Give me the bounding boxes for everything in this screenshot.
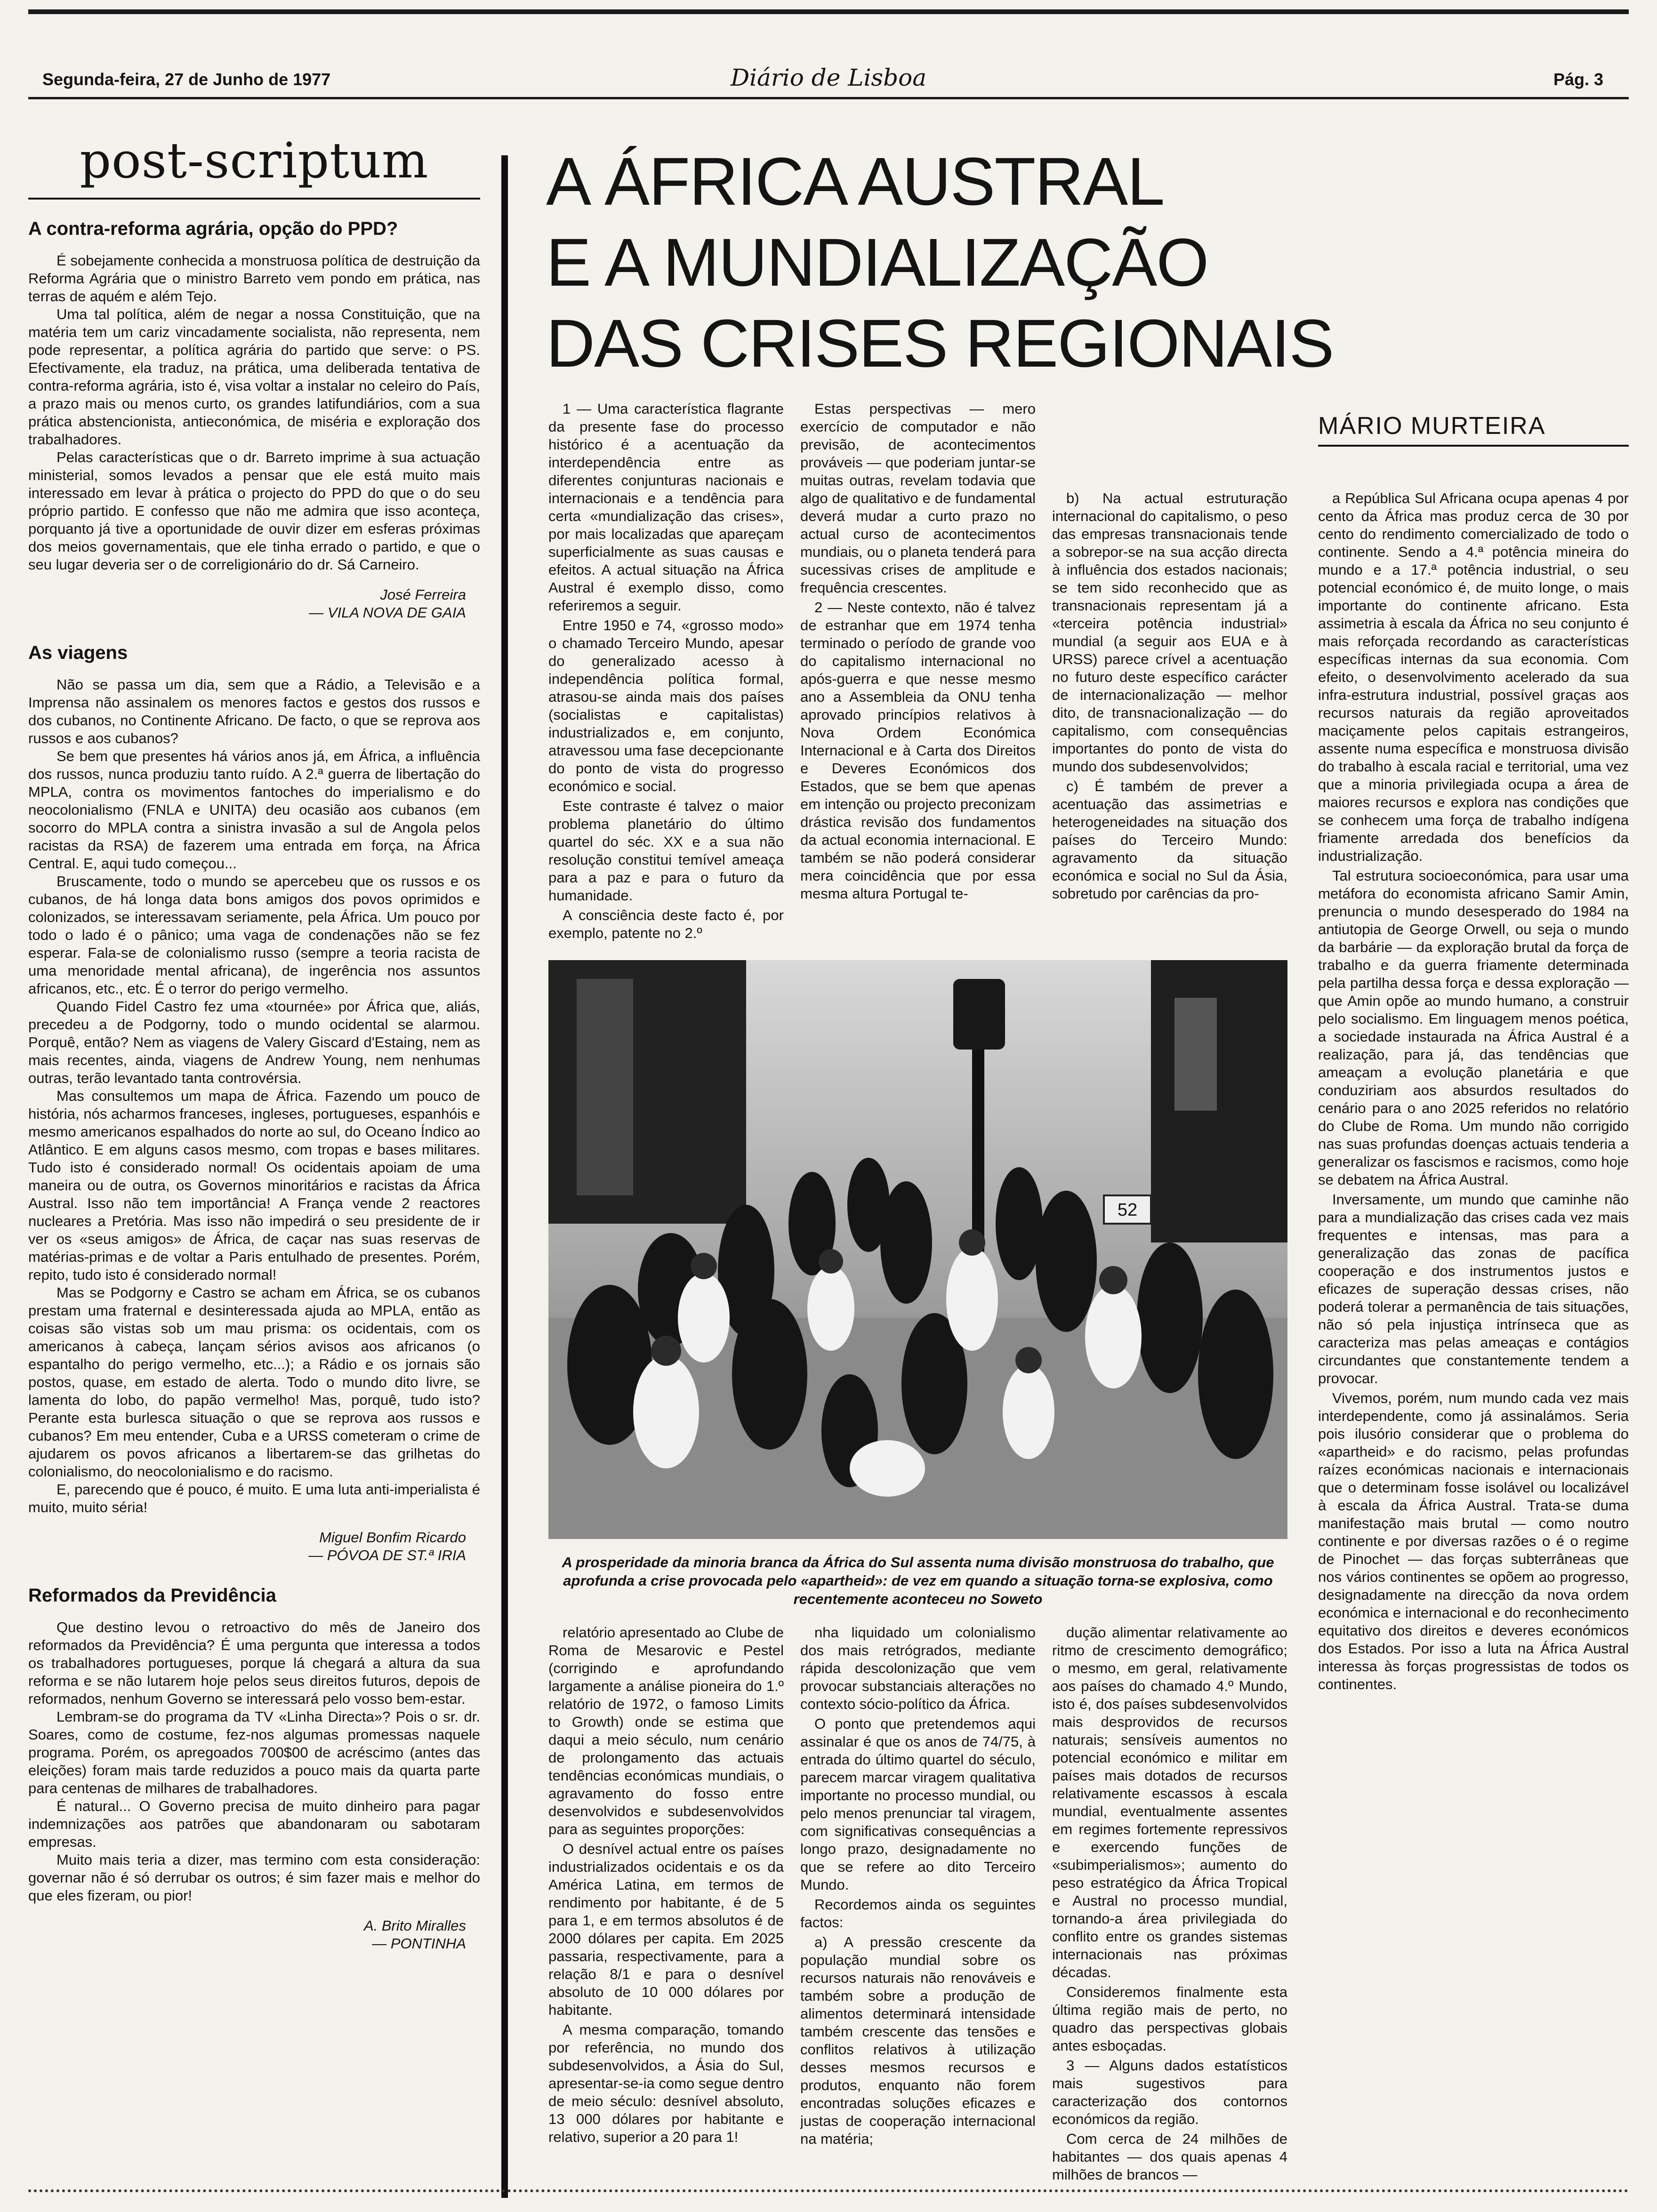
paragraph: Lembram-se do programa da TV «Linha Directa»? Pois o sr. dr. Soares, como de costume, fez-nos algumas promessas naquele programa. Porém, os apregoados 700$00 de acréscimo (antes das eleições) foram mais tarde reduzidos a pouco mais da quarta parte para centenas de milhares de trabalhadores. bbox=[28, 1708, 480, 1796]
paragraph: E, parecendo que é pouco, é muito. E uma luta anti-imperialista é muito, muito séria! bbox=[28, 1481, 480, 1515]
paragraph: Muito mais teria a dizer, mas termino com esta consideração: governar não é só derrubar os outros; é sim fazer mais e melhor do que eles fizeram, ou pior! bbox=[28, 1851, 480, 1904]
paragraph: Quando Fidel Castro fez uma «tournée» por África que, aliás, precedeu a de Podgorny, todo o mundo ocidental se alarmou. Porquê, então? Nem as viagens de Valery Giscard d'Estaing, nem as mais recentes, ainda, viagens de Andrew Young, nem nenhumas outras, terão levantado tanta controvérsia. bbox=[28, 998, 480, 1086]
paragraph: relatório apresentado ao Clube de Roma de Mesarovic e Pestel (corrigindo e aprofundando largamente a análise pioneira do 1.º relatório de 1972, o famoso Limits to Growth) onde se estima que daqui a meio século, num cenário de prolongamento das actuais tendências económicas mundiais, o agravamento do fosso entre desenvolvidos e subdesenvolvidos para as seguintes proporções: bbox=[548, 1624, 784, 1837]
letter-body bbox=[28, 252, 480, 574]
crowd-photo-illustration bbox=[548, 960, 1287, 1539]
column-divider bbox=[501, 155, 508, 2198]
paragraph: Pelas características que o dr. Barreto imprime à sua actuação ministerial, somos levados a pensar que ele está muito mais interessado em levar à prática o projecto do PPD do que o do seu próprio partido. E confesso que não me admira que isso aconteça, porquanto já tive a oportunidade de ouvir dizer em esferas próximas dos meios governamentais, que ele tinha errado o partido, e que o seu lugar deveria ser o de correligionário do dr. Sá Carneiro. bbox=[28, 449, 480, 573]
letter-heading: Reformados da Previdência bbox=[28, 1585, 276, 1606]
paragraph: Este contraste é talvez o maior problema planetário do último quartel do séc. XX e a sua não resolução constitui temível ameaça para a paz e para o futuro da humanidade. bbox=[548, 798, 784, 904]
paragraph: Vivemos, porém, num mundo cada vez mais interdependente, como já assinalámos. Seria pois ilusório considerar que o problema do «apartheid» e do racismo, pelas profundas raízes económicas nacionais e internacionais que o determinam fosse isolável ou localizável à escala da África Austral. Trata-se duma manifestação mais brutal — como noutro continente e por diversas razões o é o regime de Pinochet — das forças subterrâneas que nos vários continentes se opõem ao progresso, designadamente na direcção da nova ordem económica e internacional e do reconhecimento equitativo dos direitos e deveres económicos dos Estados. Por isso a luta na África Austral interessa às forças progressistas de todos os continentes. bbox=[1318, 1390, 1629, 1692]
article-column-5 bbox=[548, 1624, 784, 2184]
article-column-2 bbox=[800, 400, 1036, 946]
page-number: Pág. 3 bbox=[1553, 70, 1604, 89]
paragraph: Uma tal política, além de negar a nossa Constituição, que na matéria tem um cariz vincadamente socialista, não representa, nem pode representar, a política agrária do partido que serve: o PS. Efectivamente, ela traduz, na prática, uma deliberada tentativa de contra-reforma agrária, isto é, visa voltar a instalar no celeiro do País, a prazo mais ou menos curto, os grandes latifundiários, com a sua prática abstencionista, antieconómica, de miséria e exploração dos trabalhadores. bbox=[28, 306, 480, 448]
paragraph: 3 — Alguns dados estatísticos mais sugestivos para caracterização dos contornos económicos da região. bbox=[1052, 2057, 1287, 2127]
paragraph: É sobejamente conhecida a monstruosa política de destruição da Reforma Agrária que o ministro Barreto vem pondo em prática, nas terras de aquém e além Tejo. bbox=[28, 252, 480, 305]
article-column-3 bbox=[1052, 489, 1287, 946]
paragraph: Inversamente, um mundo que caminhe não para a mundialização das crises cada vez mais frequentes e intensas, mas para a generalização das zonas de pacífica cooperação e dos instrumentos justos e eficazes de superação dessas crises, não poderá tolerar a permanência de tais situações, não só pela injustiça intrínseca que as caracteriza mas pelas ameaças e contágios circundantes que constantemente tendem a provocar. bbox=[1318, 1191, 1629, 1387]
street-sign-number: 52 bbox=[1117, 1200, 1138, 1220]
paragraph: Se bem que presentes há vários anos já, em África, a influência dos russos, nunca produziu tanto ruído. A 2.ª guerra de libertação do MPLA, contra os movimentos fantoches do imperialismo e do neocolonialismo (FNLA e UNITA) deu ocasião aos cubanos (em socorro do MPLA contra a sinistra invasão a sul de Angola pelos racistas da RSA) de fazerem uma entrada em força, na África Central. E, aqui tudo começou... bbox=[28, 748, 480, 872]
paragraph: Estas perspectivas — mero exercício de computador e não previsão, de acontecimentos prováveis — que poderiam juntar-se muitas outras, revelam todavia que algo de qualitativo e de fundamental deverá mudar a curto prazo no actual curso de acontecimentos mundiais, ou o planeta tenderá para sucessivas crises de amplitude e frequência crescentes. bbox=[800, 401, 1036, 596]
paragraph: Bruscamente, todo o mundo se apercebeu que os russos e os cubanos, de há longa data bons amigos dos povos oprimidos e colonizados, se interessavam seriamente, pela África. Um pouco por todo o lado é o pânico; uma vaga de condenações não se fez esperar. Fala-se de colonialismo russo (sempre a teoria racista de uma menoridade mental africana), de ingerência nos assuntos africanos, etc., etc. É o terror do perigo vermelho. bbox=[28, 873, 480, 997]
photo-caption: A prosperidade da minoria branca da África do Sul assenta numa divisão monstruosa do trabalho, que aprofunda a crise provocada pelo «apartheid»: de vez em quando a situação torna-se explosiva, como recentemente aconteceu no Soweto bbox=[562, 1554, 1274, 1607]
paragraph: O ponto que pretendemos aqui assinalar é que os anos de 74/75, à entrada do último quartel do século, parecem marcar viragem qualitativa importante no processo mundial, ou pelo menos prenunciar tal viragem, com significativas consequências a longo prazo, designadamente no que se refere ao dito Terceiro Mundo. bbox=[800, 1715, 1036, 1893]
paragraph: a) A pressão crescente da população mundial sobre os recursos naturais não renováveis e também sobre a produção de alimentos determinará intensidade também crescente das tensões e conflitos relativos à utilização desses mesmos recursos e produtos, enquanto não forem encontradas soluções eficazes e justas de cooperação internacional na matéria; bbox=[800, 1934, 1036, 2147]
header-rule bbox=[28, 97, 1629, 99]
article-column-6 bbox=[800, 1624, 1036, 2184]
letter-signature bbox=[28, 1917, 466, 1953]
paragraph: nha liquidado um colonialismo dos mais retrógrados, mediante rápida descolonização que vem provocar substanciais alterações no contexto sócio-político da África. bbox=[800, 1624, 1036, 1712]
paragraph: Mas consultemos um mapa de África. Fazendo um pouco de história, nós acharmos franceses, ingleses, portugueses, espanhóis e mesmo americanos espalhados do norte ao sul, do Oceano Índico ao Atlântico. E em alguns casos mesmo, com tropas e bases militares. Tudo isto é considerado normal! Os ocidentais apoiam de uma maneira ou de outra, os Governos minoritários e racistas da África Austral. Isso não tem importância! A França vende 2 reactores nucleares a Pretória. Mas isso não impedirá o seu presidente de ir ver os «seus amigos» de África, de caçar nas suas reservas de matérias-primas e de voltar a Paris entulhado de presentes. Porém, repito, tudo isto é considerado normal! bbox=[28, 1088, 480, 1283]
letter-heading: A contra-reforma agrária, opção do PPD? bbox=[28, 218, 398, 239]
headline-line: E A MUNDIALIZAÇÃO bbox=[546, 224, 1208, 300]
top-rule bbox=[28, 9, 1629, 14]
letter-body bbox=[28, 676, 480, 1516]
post-scriptum-title: post-scriptum bbox=[80, 132, 429, 189]
signature-line: — VILA NOVA DE GAIA bbox=[309, 604, 466, 621]
article-column-4 bbox=[1318, 489, 1629, 2165]
headline-line: A ÁFRICA AUSTRAL bbox=[546, 144, 1164, 219]
paragraph: O desnível actual entre os países industrializados ocidentais e os da América Latina, em termos de rendimento por habitante, é de 5 para 1, e em termos absolutos é de 2000 dólares per capita. Em 2025 passaria, respectivamente, para a relação 8/1 e para o desnível absoluto de 10 000 dólares por habitante. bbox=[548, 1841, 784, 2018]
signature-line: José Ferreira bbox=[380, 586, 466, 603]
article-headline bbox=[546, 141, 1629, 384]
paragraph: Que destino levou o retroactivo do mês de Janeiro dos reformados da Previdência? É uma pergunta que interessa a todos os trabalhadores portugueses, porque lá chegará a altura da sua reforma e se não lutarem hoje pelos seus direitos futuros, depois de reformados, nenhum Governo se interessará pelo vosso bem-estar. bbox=[28, 1619, 480, 1707]
bottom-dotted-rule bbox=[28, 2189, 1629, 2196]
soweto-photo bbox=[548, 960, 1287, 1539]
byline-rule bbox=[1318, 445, 1629, 447]
letter-body bbox=[28, 1619, 480, 1905]
signature-line: A. Brito Miralles bbox=[363, 1917, 466, 1934]
paragraph: Com cerca de 24 milhões de habitantes — dos quais apenas 4 milhões de brancos — bbox=[1052, 2131, 1287, 2183]
paragraph: Tal estrutura socioeconómica, para usar uma metáfora do economista africano Samir Amin, prenuncia o mundo desesperado do 1984 na antiutopia de George Orwell, ou seja o mundo da barbárie — da exploração brutal da força de trabalho e da guerra friamente determinada pela partilha dessa força e dessa exploração — que Amin opõe ao mundo humano, a construir pelo socialismo. Em linguagem menos poética, a sociedade instaurada na África Austral é a realização, para já, das tendências que ameaçam a evolução planetária e que conduziriam aos absurdos resultados do cenário para o ano 2025 referidos no relatório do Clube de Roma. Um mundo não corrigido nas suas profundas doenças actuais tenderia a generalizar os fascismos e racismos, como hoje se debatem na África Austral. bbox=[1318, 867, 1629, 1188]
letter-heading: As viagens bbox=[28, 642, 128, 663]
paragraph: A mesma comparação, tomando por referência, no mundo dos subdesenvolvidos, a Ásia do Sul, apresentar-se-ia como segue dentro de meio século: desnível absoluto, 13 000 dólares por habitante e relativo, superior a 20 para 1! bbox=[548, 2021, 784, 2145]
paragraph: Mas se Podgorny e Castro se acham em África, se os cubanos prestam uma fraternal e desinteressada ajuda ao MPLA, então as coisas são vistas sob um mau prisma: os ocidentais, com os americanos à cabeça, lançam sérios avisos aos africanos (o espantalho do perigo vermelho, etc...); a Rádio e os jornais são postos, quase, em estado de alerta. Todo o mundo dito livre, se lamenta do lobo, do papão vermelho! Mas, porquê, tudo isto? Perante esta burlesca situação o que se reprova aos russos e cubanos? Em meu entender, Cuba e a URSS cometeram o crime de ajudarem os povos africanos a libertarem-se das grilhetas do colonialismo, do neocolonialismo e do racismo. bbox=[28, 1284, 480, 1480]
paragraph: c) É também de prever a acentuação das assimetrias e heterogeneidades na situação dos países do Terceiro Mundo: agravamento da situação económica e social no Sul da Ásia, sobretudo por carências da pro- bbox=[1052, 778, 1287, 902]
headline-line: DAS CRISES REGIONAIS bbox=[546, 305, 1334, 381]
paragraph: a República Sul Africana ocupa apenas 4 por cento da África mas produz cerca de 30 por cento do rendimento comercializado de todo o continente. Sendo a 4.ª potência mineira do mundo e a 17.ª potência industrial, o seu potencial económico é, de muito longe, o mais importante do continente africano. Esta assimetria à escala da África no seu conjunto é mais reforçada recordando as características específicas internas da sua economia. Com efeito, o desenvolvimento acelerado da sua infra-estrutura industrial, possível graças aos recursos naturais da região aproveitados maciçamente pelos capitais estrangeiros, assente numa específica e monstruosa divisão do trabalho à escala racial e territorial, uma vez que a minoria privilegiada ocupa a área de maiores recursos e explora nas condições que se conhecem uma força de trabalho indígena friamente arredada dos benefícios da industrialização. bbox=[1318, 490, 1629, 864]
article-column-7 bbox=[1052, 1624, 1287, 2184]
signature-line: — PÓVOA DE ST.ª IRIA bbox=[308, 1547, 466, 1563]
masthead: Diário de Lisboa bbox=[730, 64, 927, 91]
paragraph: Não se passa um dia, sem que a Rádio, a Televisão e a Imprensa não assinalem os menores factos e gestos dos russos e dos cubanos, no Continente Africano. De facto, o que se reprova aos russos e aos cubanos? bbox=[28, 676, 480, 746]
author-byline: MÁRIO MURTEIRA bbox=[1318, 412, 1546, 440]
signature-line: Miguel Bonfim Ricardo bbox=[319, 1529, 466, 1546]
paragraph: 1 — Uma característica flagrante da presente fase do processo histórico é a acentuação da interdependência entre as diferentes conjunturas nacionais e internacionais e a tendência para certa «mundialização das crises», por mais localizadas que apareçam superficialmente as suas causas e efeitos. A actual situação na África Austral é exemplo disso, como referiremos a seguir. bbox=[548, 401, 784, 614]
paragraph: Recordemos ainda os seguintes factos: bbox=[800, 1896, 1036, 1931]
signature-line: — PONTINHA bbox=[372, 1935, 466, 1952]
paragraph: b) Na actual estruturação internacional do capitalismo, o peso das empresas transnacionais tende a sobrepor-se na sua acção directa à influência dos estados nacionais; se tem sido reconhecido que as transnacionais representam já a «terceira potência industrial» mundial (a seguir aos EUA e à URSS) parece crível a acentuação no futuro deste específico carácter de internacionalização — melhor dito, de transnacionalização — do capitalismo, com consequências importantes do ponto de vista do mundo dos subdesenvolvidos; bbox=[1052, 490, 1287, 775]
letters-section bbox=[28, 218, 480, 1953]
letter-signature bbox=[28, 586, 466, 622]
paragraph: Entre 1950 e 74, «grosso modo» o chamado Terceiro Mundo, apesar do generalizado acesso à independência política formal, atrasou-se ainda mais dos países (socialistas e capitalistas) industrializados e, em conjunto, atravessou uma fase decepcionante do ponto de vista do progresso económico e social. bbox=[548, 617, 784, 794]
article-column-1 bbox=[548, 400, 784, 946]
paragraph: 2 — Neste contexto, não é talvez de estranhar que em 1974 tenha terminado o período de grande voo do capitalismo internacional no após-guerra e que nesse mesmo ano a Assembleia da ONU tenha aprovado princípios relativos à Nova Ordem Económica Internacional e à Carta dos Direitos e Deveres Económicos dos Estados, que se bem que apenas em intenção ou projecto preconizam drástica revisão dos fundamentos da actual economia internacional. E também se não poderá considerar mera coincidência que por essa mesma altura Portugal te- bbox=[800, 599, 1036, 902]
title-rule bbox=[28, 198, 480, 200]
paragraph: dução alimentar relativamente ao ritmo de crescimento demográfico; o mesmo, em geral, relativamente aos países do chamado 4.º Mundo, isto é, dos países subdesenvolvidos mais desprovidos de recursos naturais; sensíveis aumentos no potencial económico e militar em países mais dotados de recursos relativamente escassos à escala mundial, eventualmente assentes em regimes fortemente repressivos e exercendo funções de «subimperialismos»; aumento do peso estratégico da África Tropical e Austral no processo mundial, tornando-a área privilegiada do conflito entre os grandes sistemas internacionais nas próximas décadas. bbox=[1052, 1624, 1287, 1980]
paragraph: É natural... O Governo precisa de muito dinheiro para pagar indemnizações aos patrões que abandonaram ou sabotaram empresas. bbox=[28, 1798, 480, 1850]
paragraph: Consideremos finalmente esta última região mais de perto, no quadro das perspectivas globais antes esboçadas. bbox=[1052, 1984, 1287, 2054]
letter-signature bbox=[28, 1529, 466, 1564]
issue-date: Segunda-feira, 27 de Junho de 1977 bbox=[42, 70, 331, 89]
post-scriptum-column bbox=[28, 113, 480, 2174]
paragraph: A consciência deste facto é, por exemplo, patente no 2.º bbox=[548, 907, 784, 941]
